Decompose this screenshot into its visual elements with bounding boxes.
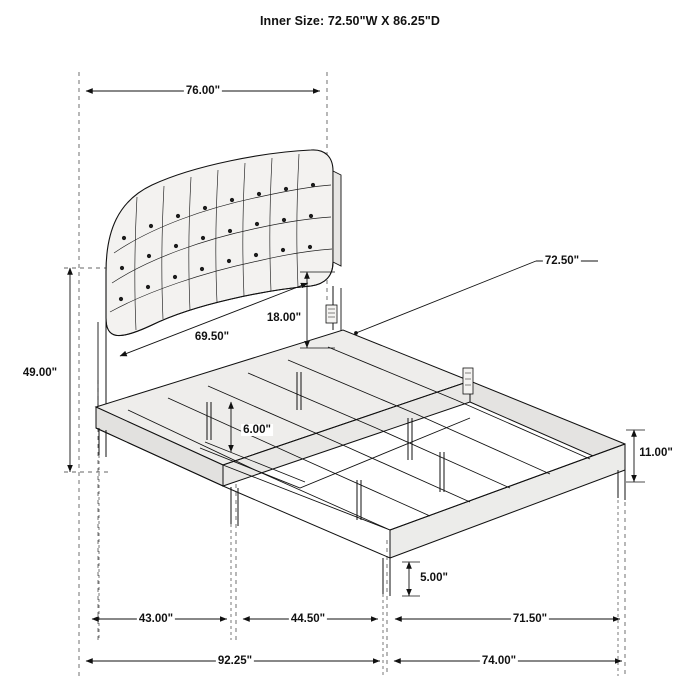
dim-overall-depth-left: 92.25" bbox=[217, 655, 253, 667]
dim-overall-width: 76.00" bbox=[185, 85, 221, 97]
dim-left-depth-a: 43.00" bbox=[138, 613, 174, 625]
dim-right-depth-c: 71.50" bbox=[512, 613, 548, 625]
dim-slat-clearance: 6.00" bbox=[243, 424, 271, 436]
dim-overall-height: 49.00" bbox=[22, 367, 58, 379]
dim-headboard-panel-height: 18.00" bbox=[266, 312, 302, 324]
dim-mid-depth-b: 44.50" bbox=[290, 613, 326, 625]
page-title: Inner Size: 72.50"W X 86.25"D bbox=[259, 14, 441, 28]
dim-headboard-width: 69.50" bbox=[194, 331, 230, 343]
bed-frame bbox=[96, 305, 625, 558]
dim-leg-height: 5.00" bbox=[420, 572, 448, 584]
dim-inner-width: 72.50" bbox=[544, 255, 580, 267]
headboard bbox=[106, 150, 341, 336]
dim-side-rail-height: 11.00" bbox=[639, 447, 673, 459]
dim-overall-depth-right: 74.00" bbox=[481, 655, 517, 667]
